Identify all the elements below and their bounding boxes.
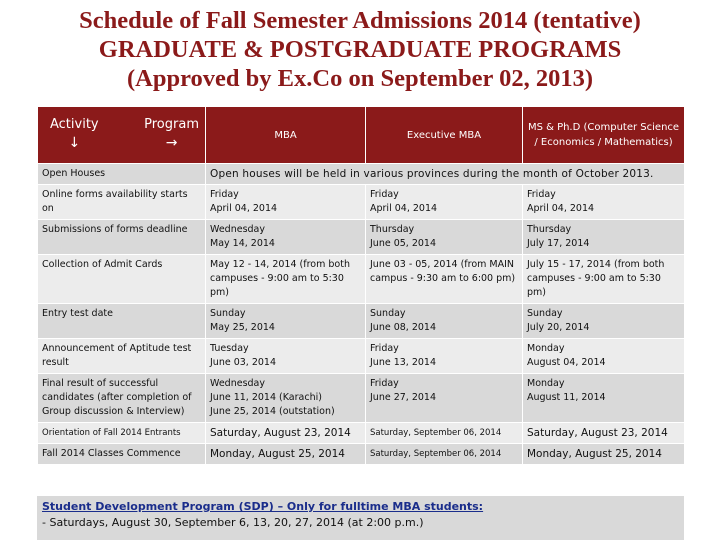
ms-cell: Thursday July 17, 2014 bbox=[523, 220, 685, 255]
header-program-label: Program bbox=[144, 117, 199, 132]
mba-cell: May 12 - 14, 2014 (from both campuses - 9:00 am to 5:30 pm) bbox=[206, 255, 366, 304]
table-row bbox=[38, 255, 685, 304]
emba-cell: Sunday June 08, 2014 bbox=[366, 304, 523, 339]
table-row bbox=[38, 374, 685, 423]
emba-cell: Friday June 27, 2014 bbox=[366, 374, 523, 423]
header-mba: MBA bbox=[206, 107, 366, 164]
emba-cell: Thursday June 05, 2014 bbox=[366, 220, 523, 255]
mba-cell: Saturday, August 23, 2014 bbox=[206, 423, 366, 444]
activity-cell: Orientation of Fall 2014 Entrants bbox=[38, 423, 206, 444]
header-ms-phd: MS & Ph.D (Computer Science / Economics / Mathematics) bbox=[523, 107, 685, 164]
ms-cell: Saturday, August 23, 2014 bbox=[523, 423, 685, 444]
ms-cell: Monday, August 25, 2014 bbox=[523, 444, 685, 465]
sdp-note bbox=[37, 496, 684, 540]
mba-cell: Friday April 04, 2014 bbox=[206, 185, 366, 220]
emba-cell: Saturday, September 06, 2014 bbox=[366, 444, 523, 465]
mba-cell: Wednesday May 14, 2014 bbox=[206, 220, 366, 255]
table-row bbox=[38, 220, 685, 255]
table-row bbox=[38, 185, 685, 220]
header-executive-mba: Executive MBA bbox=[366, 107, 523, 164]
activity-cell: Announcement of Aptitude test result bbox=[38, 339, 206, 374]
ms-cell: July 15 - 17, 2014 (from both campuses - 9:00 am to 5:30 pm) bbox=[523, 255, 685, 304]
mba-cell: Sunday May 25, 2014 bbox=[206, 304, 366, 339]
table-row-orientation bbox=[38, 423, 685, 444]
mba-cell: Monday, August 25, 2014 bbox=[206, 444, 366, 465]
title-line-1: Schedule of Fall Semester Admissions 2014 (tentative) bbox=[79, 7, 641, 34]
open-houses-label: Open Houses bbox=[38, 164, 206, 185]
ms-cell: Sunday July 20, 2014 bbox=[523, 304, 685, 339]
title-line-2: GRADUATE & POSTGRADUATE PROGRAMS bbox=[98, 36, 622, 63]
right-arrow-icon: → bbox=[165, 135, 178, 151]
mba-cell: Wednesday June 11, 2014 (Karachi) June 25, 2014 (outstation) bbox=[206, 374, 366, 423]
schedule-table bbox=[37, 106, 685, 465]
emba-cell: June 03 - 05, 2014 (from MAIN campus - 9:30 am to 6:00 pm) bbox=[366, 255, 523, 304]
sdp-dates: - Saturdays, August 30, September 6, 13, 20, 27, 2014 (at 2:00 p.m.) bbox=[42, 516, 424, 529]
table-row-open-houses bbox=[38, 164, 685, 185]
table-row bbox=[38, 304, 685, 339]
ms-cell: Monday August 11, 2014 bbox=[523, 374, 685, 423]
page-title bbox=[0, 6, 720, 93]
header-activity-label: Activity bbox=[50, 117, 99, 132]
header-activity-program bbox=[38, 107, 206, 164]
activity-cell: Collection of Admit Cards bbox=[38, 255, 206, 304]
mba-cell: Tuesday June 03, 2014 bbox=[206, 339, 366, 374]
activity-cell: Online forms availability starts on bbox=[38, 185, 206, 220]
activity-cell: Final result of successful candidates (after completion of Group discussion & Interview) bbox=[38, 374, 206, 423]
table-header-row bbox=[38, 107, 685, 164]
ms-cell: Monday August 04, 2014 bbox=[523, 339, 685, 374]
open-houses-text: Open houses will be held in various provinces during the month of October 2013. bbox=[206, 164, 685, 185]
activity-cell: Fall 2014 Classes Commence bbox=[38, 444, 206, 465]
table-row bbox=[38, 339, 685, 374]
ms-cell: Friday April 04, 2014 bbox=[523, 185, 685, 220]
emba-cell: Friday June 13, 2014 bbox=[366, 339, 523, 374]
down-arrow-icon: ↓ bbox=[68, 135, 81, 151]
sdp-title: Student Development Program (SDP) – Only for fulltime MBA students: bbox=[42, 500, 484, 513]
title-line-3: (Approved by Ex.Co on September 02, 2013) bbox=[127, 65, 593, 92]
table-row-classes bbox=[38, 444, 685, 465]
emba-cell: Saturday, September 06, 2014 bbox=[366, 423, 523, 444]
emba-cell: Friday April 04, 2014 bbox=[366, 185, 523, 220]
activity-cell: Entry test date bbox=[38, 304, 206, 339]
activity-cell: Submissions of forms deadline bbox=[38, 220, 206, 255]
